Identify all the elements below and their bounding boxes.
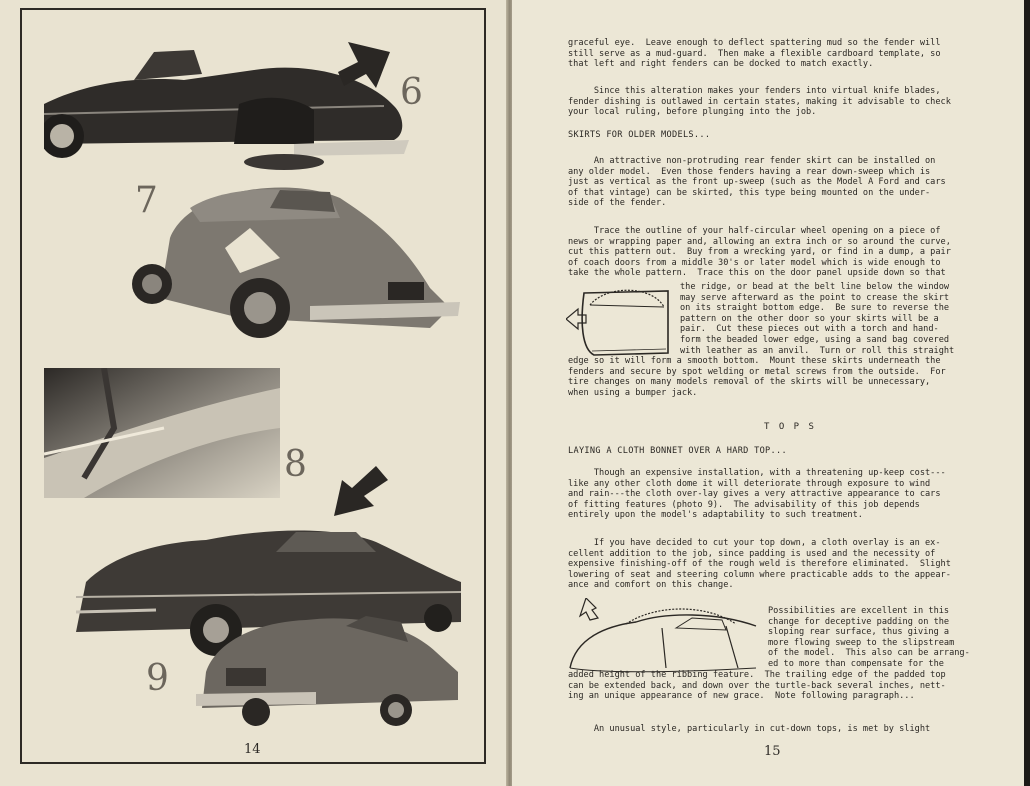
book-edge-shadow [1024, 0, 1030, 786]
section-title: T O P S [764, 422, 816, 432]
figure-number: 6 [400, 72, 423, 113]
paragraph: Though an expensive installation, with a threatening up-keep cost--- like any other cloth dome it will deteriorate through exposure to wind and rain---the cloth over-lay gives a very attractive appearance to cars of fitting features (photo 9). The advisability of this job depends entirely upon the model's adaptability to such treatment. [568, 468, 946, 521]
figure-number: 9 [146, 658, 169, 699]
figure-number: 7 [135, 180, 158, 221]
paragraph: added height of the ribbing feature. The trailing edge of the padded top can be extended back, and down over the turtle-back several inches, nett- ing an unique appearance of new grace. Note following paragraph... [568, 670, 946, 702]
paragraph: Possibilities are excellent in this change for deceptive padding on the sloping rear surface, thus giving a more flowing sweep to the slipstream of the model. This also can be arrang- ed to more than compensate for the [768, 606, 970, 669]
paragraph: the ridge, or bead at the belt line below the window may serve afterward as the point to crease the skirt on its straight bottom edge. Be sure to reverse the pattern on the other door so your skirts will be a pair. Cut these pieces out with a torch and hand- form the beaded lower edge, using a sand bag covered with leather as an anvil. Turn or roll this straight [680, 282, 955, 356]
arrow-icon [334, 466, 388, 516]
paragraph: graceful eye. Leave enough to deflect spattering mud so the fender will still serve as a mud-guard. Then make a flexible cardboard template, so that left and right fenders can be docked to match exactly. [568, 38, 941, 70]
fender-skirt-sketch [566, 283, 676, 361]
photo-figure-9 [196, 612, 462, 728]
paragraph: Since this alteration makes your fenders into virtual knife blades, fender dishing is outlawed in certain states, making it advisable to check your local ruling, before plunging into the job. [568, 86, 951, 118]
figure-number: 8 [284, 444, 307, 485]
section-heading: LAYING A CLOTH BONNET OVER A HARD TOP... [568, 446, 787, 456]
photo-figure-8 [44, 368, 280, 498]
arrow-icon [338, 42, 390, 88]
paragraph: An unusual style, particularly in cut-down tops, is met by slight [568, 724, 931, 734]
page-number: 14 [244, 742, 261, 757]
section-heading: SKIRTS FOR OLDER MODELS... [568, 130, 711, 140]
car-top-sketch [566, 598, 762, 676]
paragraph: An attractive non-protruding rear fender skirt can be installed on any older model. Even those fenders having a rear down-sweep which is just as vertical as the front up-sweep (such as the Model A Ford and cars of that vintage) can be skirted, this type being mounted on the under- side of the fender. [568, 156, 946, 209]
left-page [0, 0, 508, 786]
paragraph: edge so it will form a smooth bottom. Mount these skirts underneath the fenders and secure by spot welding or metal screws from the outside. For tire changes on many models removal of the skirts will be unnecessary, when using a bumper jack. [568, 356, 946, 398]
photo-figure-7 [130, 178, 462, 350]
paragraph: Trace the outline of your half-circular wheel opening on a piece of news or wrapping paper and, allowing an extra inch or so around the curve, cut this pattern out. Buy from a wrecking yard, or find in a dump, a pair of coach doors from a middle 30's or later model which is wide enough to take the whole pattern. Trace this on the door panel upside down so that [568, 226, 951, 279]
page-number: 15 [764, 744, 781, 759]
paragraph: If you have decided to cut your top down, a cloth overlay is an ex- cellent addition to the job, since padding is used and the necessity of expensive finishing-off of the rough weld is therefore eliminated. Slight lowering of seat and steering column where practicable adds to the appear- ance and comfort on this change. [568, 538, 951, 591]
